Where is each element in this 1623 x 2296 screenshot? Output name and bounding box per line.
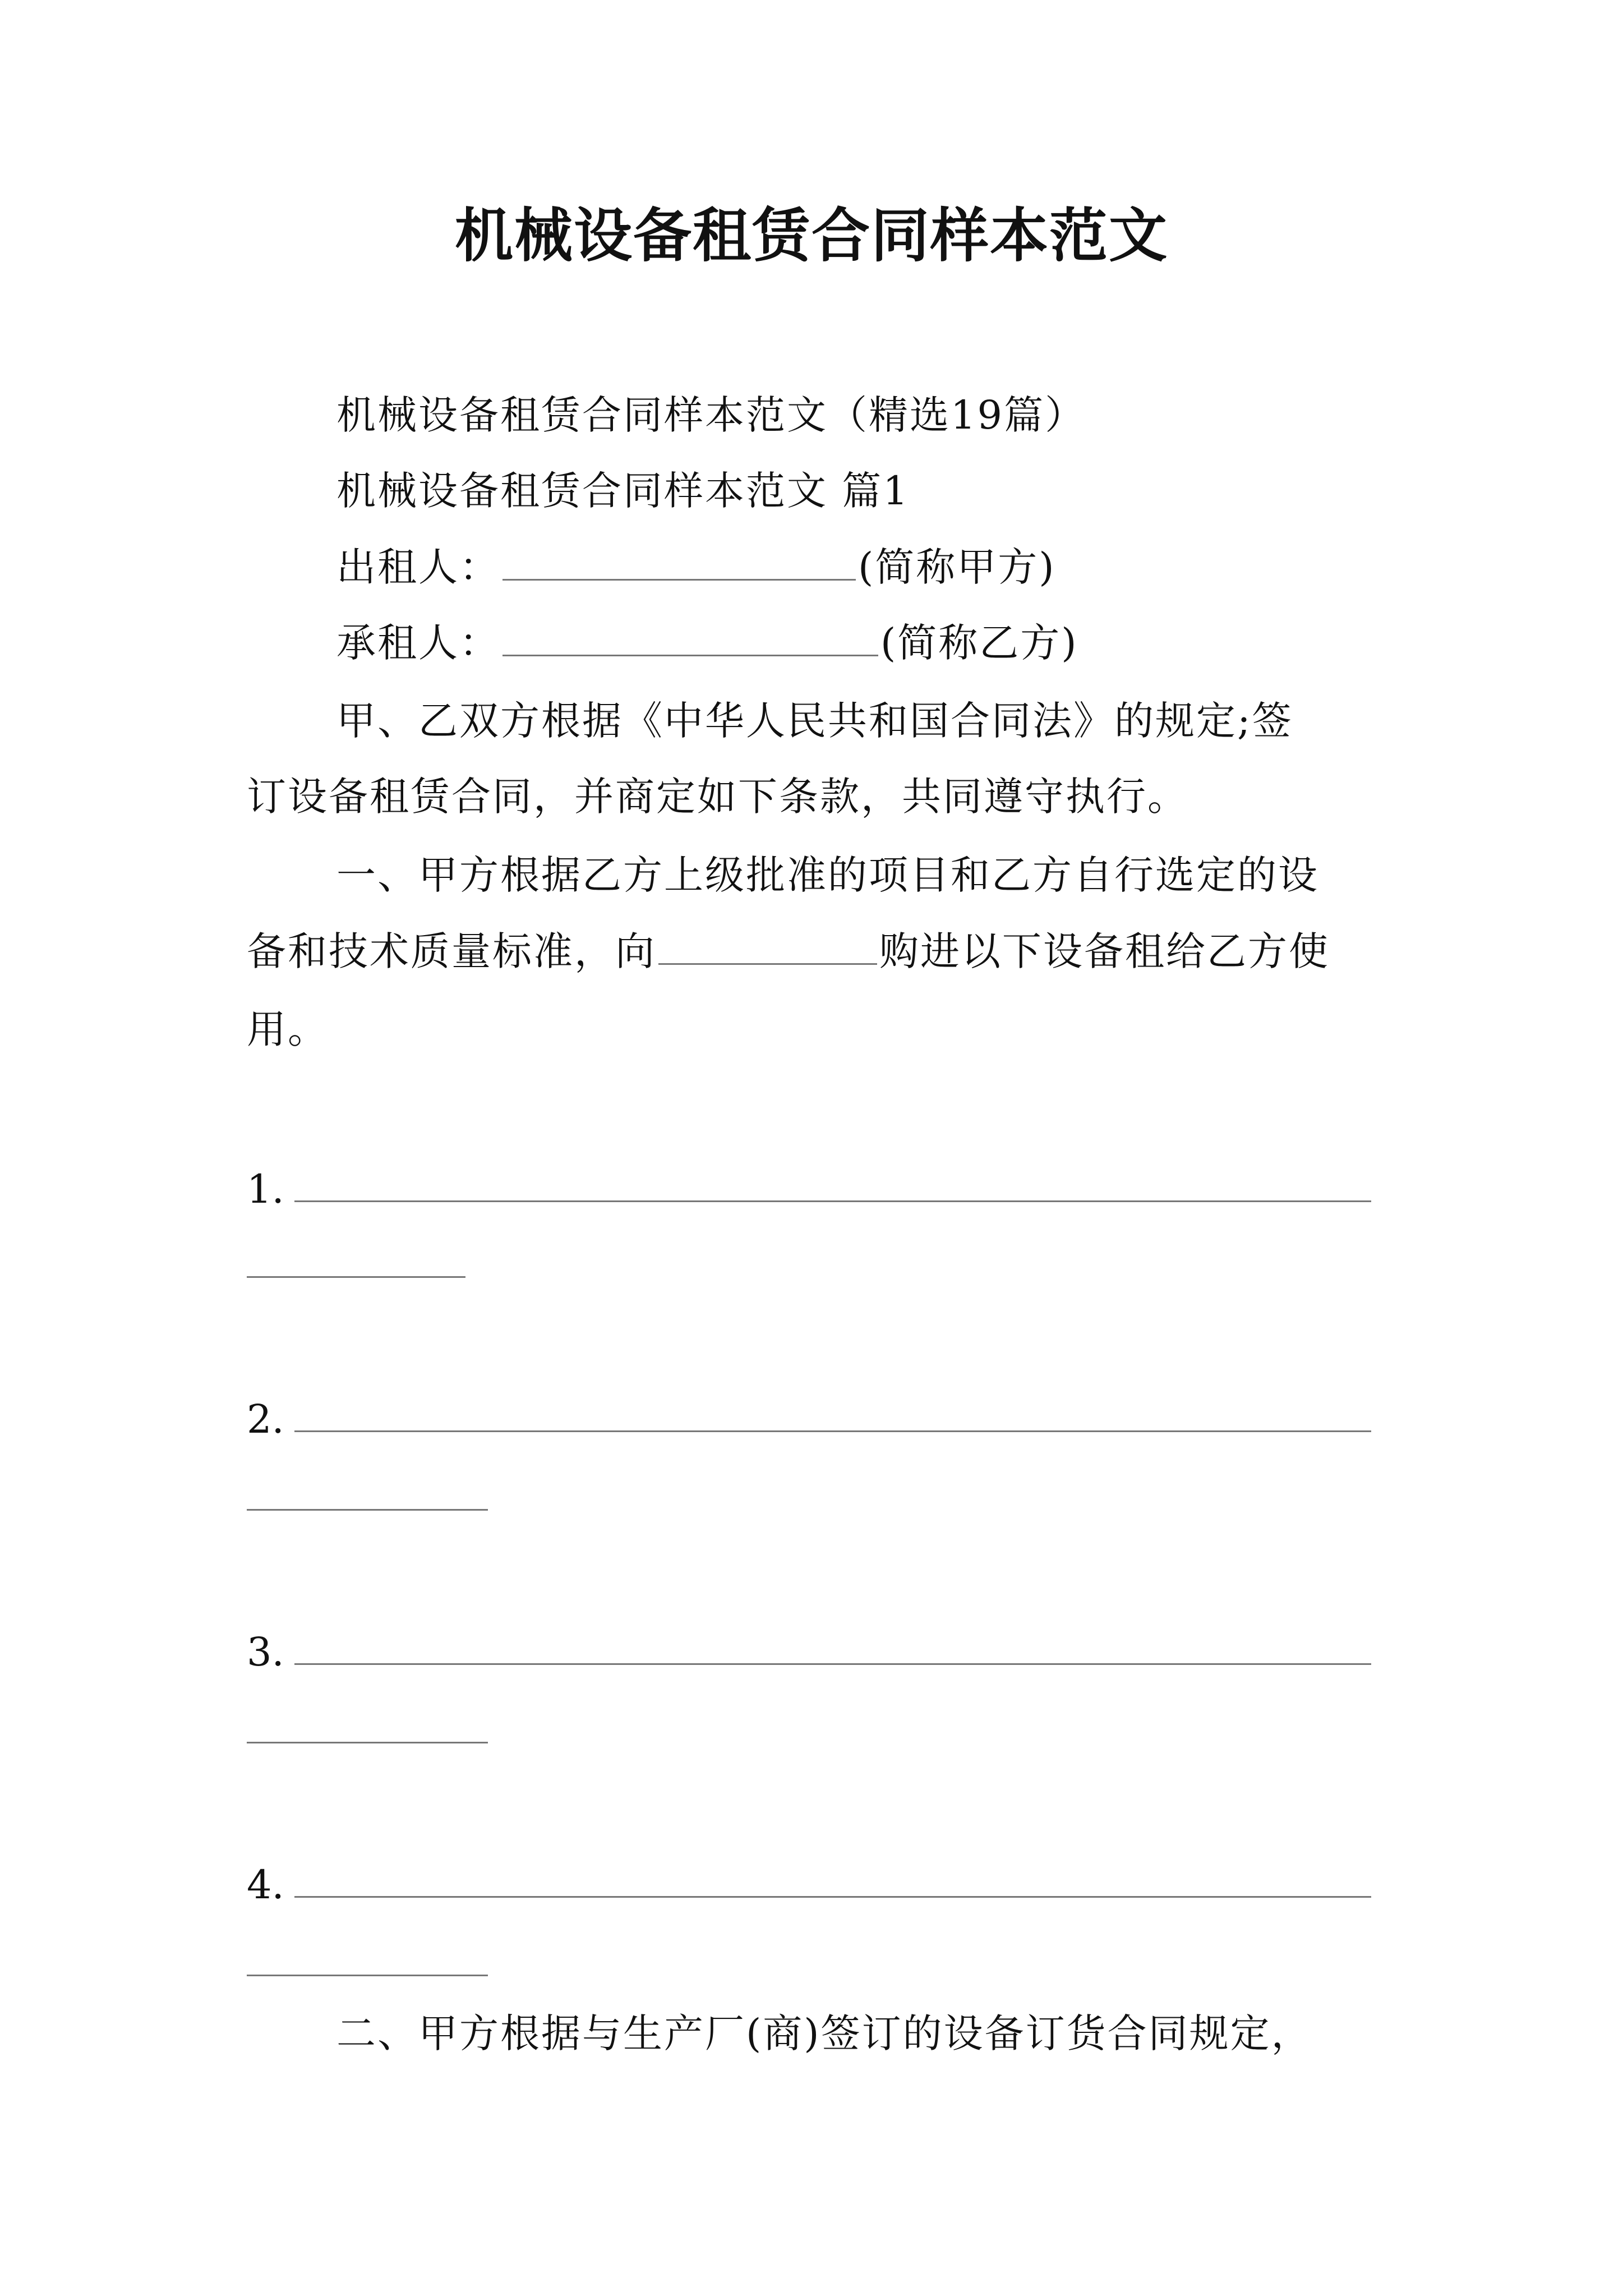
- clause1-line3: 用。: [247, 1006, 329, 1052]
- intro-paragraph-line2: 订设备租赁合同，并商定如下条款，共同遵守执行。: [247, 774, 1188, 820]
- item-number: 1.: [247, 1166, 284, 1212]
- item-4-blank-continued: [247, 1975, 488, 1976]
- item-number: 3.: [247, 1629, 284, 1675]
- clause1-text-b: 购进以下设备租给乙方使: [879, 928, 1330, 974]
- clause1-line1: 一、甲方根据乙方上级批准的项目和乙方自行选定的设: [336, 852, 1319, 898]
- lessor-suffix: (简称甲方): [858, 544, 1056, 590]
- item-number: 2.: [247, 1396, 284, 1442]
- equipment-item-4: [247, 1857, 284, 1913]
- equipment-item-1: [247, 1161, 284, 1217]
- item-2-blank-continued: [247, 1509, 488, 1511]
- lessee-line: [336, 614, 1078, 671]
- lessor-blank: [502, 539, 856, 581]
- equipment-item-2: [247, 1391, 284, 1447]
- lessee-suffix: (简称乙方): [880, 620, 1078, 666]
- item-4-blank: [294, 1896, 1371, 1898]
- item-number: 4.: [247, 1862, 284, 1908]
- intro-paragraph-line1: 甲、乙双方根据《中华人民共和国合同法》的规定;签: [336, 698, 1293, 744]
- item-3-blank-continued: [247, 1742, 488, 1743]
- clause1-line2: [247, 923, 1330, 979]
- clause1-text-a: 备和技术质量标准，向: [247, 928, 656, 974]
- item-2-blank: [294, 1430, 1371, 1432]
- item-3-blank: [294, 1663, 1371, 1665]
- lessee-blank: [502, 614, 878, 656]
- lessor-line: [336, 539, 1056, 595]
- section-heading: 机械设备租赁合同样本范文 篇1: [336, 468, 910, 514]
- item-1-blank-continued: [247, 1276, 465, 1278]
- document-subtitle: 机械设备租赁合同样本范文（精选19篇）: [336, 392, 1086, 438]
- supplier-blank: [658, 923, 877, 965]
- lessee-label: 承租人：: [336, 620, 500, 666]
- lessor-label: 出租人：: [336, 544, 500, 590]
- equipment-item-3: [247, 1624, 284, 1680]
- item-1-blank: [294, 1200, 1371, 1202]
- document-title: 机械设备租赁合同样本范文: [454, 201, 1168, 270]
- clause2-line1: 二、甲方根据与生产厂(商)签订的设备订货合同规定，: [336, 2010, 1312, 2056]
